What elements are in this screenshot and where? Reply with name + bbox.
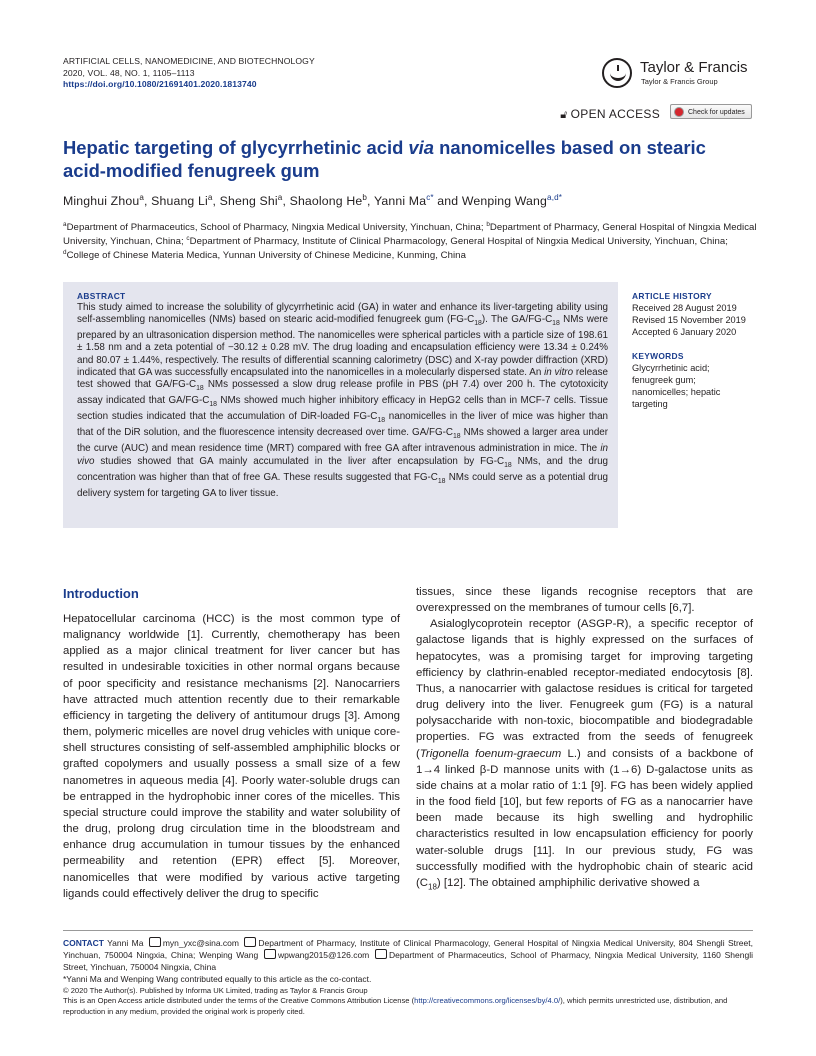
- address-icon: [244, 937, 256, 947]
- crossmark-icon: [674, 107, 684, 117]
- author: Yanni Ma: [373, 194, 427, 208]
- email-link[interactable]: myn_yxc@sina.com: [162, 938, 239, 948]
- open-lock-icon: 🔓︎: [560, 109, 568, 121]
- email-link[interactable]: wpwang2015@126.com: [277, 950, 370, 960]
- co-contact-note: *Yanni Ma and Wenping Wang contributed equally to this article as the co-contact.: [63, 974, 372, 984]
- author-list: Minghui Zhou$^a$, Shuang Li$^a$, Sheng Shi$^a$, Shaolong He$^b$, Yanni $Ma^{c*}$ and Wenping Wang$^{a,d*}$: [63, 192, 563, 208]
- license-link[interactable]: http://creativecommons.org/licenses/by/4.0/: [414, 996, 561, 1006]
- intro-column-1: Hepatocellular carcinoma (HCC) is the most common type of malignancy worldwide [1]. Currently, chemotherapy has been applied as a major clinical treatment for liver cancer but has resulted in undesirable toxicities in other normal organs because of poor specificity and resistance mechanisms [2]. Nanocarriers have attracted much attention recently due to their remarkable efficiency in targeting the delivery of antitumour drugs [3]. Among them, polymeric micelles are novel drug vehicles with unique core-shell structures consisting of self-assembled amphiphilic blocks or grafted copolymers and usually possess a small size of a few nanometres in aqueous media [4]. Poorly water-soluble drugs can be entrapped in the hydrophobic inner cores of the micelles. This special structure could improve the stability and water solubility of the drug, prolong drug circulation time in the bloodstream and enhance drug accumulation in tumour tissues by the enhanced permeability and retention (EPR) effect [5]. Moreover, nanomicelles that were modified by various active targeting ligands could effectively deliver the drug to specific: [63, 613, 400, 900]
- footer-divider: [63, 930, 753, 931]
- email-icon: [149, 937, 161, 947]
- abstract-heading: ABSTRACT: [77, 291, 126, 301]
- author: Minghui Zhou: [63, 194, 140, 208]
- journal-volume: 2020, VOL. 48, NO. 1, 1105–1113: [63, 67, 195, 78]
- check-updates-button[interactable]: [670, 104, 752, 119]
- author: Sheng Shi: [219, 194, 278, 208]
- accepted-date: Accepted 6 January 2020: [632, 327, 737, 337]
- address-icon: [375, 949, 387, 959]
- keywords-list: Glycyrrhetinic acid; fenugreek gum; nanomicelles; hepatic targeting: [632, 363, 721, 409]
- open-access-label: 🔓︎ OPEN ACCESS: [560, 107, 660, 121]
- author: Wenping Wang: [461, 194, 548, 208]
- contact-label: CONTACT: [63, 938, 104, 948]
- publisher-name: Taylor & Francis: [640, 59, 748, 76]
- keywords: [632, 351, 732, 410]
- contact-info: CONTACT Yanni Ma myn_yxc@sina.com Department of Pharmacy, Institute of Clinical Pharmacology, General Hospital of Ningxia Medical University, 804 Shengli Street, Yinchuan, 750004 Ningxia, China; Wenping Wang wpwang2015@126.com Department of Pharmaceutics, School of Pharmacy, Ningxia Medical University, 1160 Shengli Street, Yinchuan, 750004 Ningxia, China *Yanni Ma and Wenping Wang contributed equally to this article as the co-contact.: [63, 938, 753, 984]
- email-icon: [264, 949, 276, 959]
- journal-name: ARTIFICIAL CELLS, NANOMEDICINE, AND BIOTECHNOLOGY: [63, 56, 315, 66]
- publisher-group: Taylor & Francis Group: [641, 77, 718, 86]
- article-history-heading: ARTICLE HISTORY: [632, 291, 712, 301]
- affiliations: $^a$Department of Pharmaceutics, School of Pharmacy, Ningxia Medical University, Yinchuan, China; $^b$Department of Pharmacy, General Hospital of Ningxia Medical University, Yinchuan, China; $^c$Department of Pharmacy, Institute of Clinical Pharmacology, General Hospital of Ningxia Medical University, Yinchuan, China; $^d$College of Chinese Materia Medica, Yunnan University of Chinese Medicine, Kunming, China: [63, 220, 757, 261]
- section-heading-introduction: Introduction: [63, 586, 139, 601]
- lamp-icon: [602, 58, 632, 88]
- author: Shuang Li: [151, 194, 208, 208]
- revised-date: Revised 15 November 2019: [632, 315, 746, 325]
- license-text: This is an Open Access article distributed under the terms of the Creative Commons Attribution License (http://creativecommons.org/licenses/by/4.0/), which permits unrestricted use, distribution, and reproduction in any medium, provided the original work is properly cited.: [63, 996, 728, 1016]
- copyright-line: © 2020 The Author(s). Published by Informa UK Limited, trading as Taylor & Francis Group: [63, 986, 368, 995]
- author: Shaolong He: [289, 194, 363, 208]
- check-updates-label: Check for updates: [688, 109, 745, 116]
- abstract-text: This study aimed to increase the solubility of glycyrrhetinic acid (GA) in water and enhance its liver-targeting ability using self-assembling nanomicelles (NMs) based on stearic acid-modified fenugreek gum $(FG-C_{18})$. The $GA/FG-C_{18}$ NMs were prepared by an ultrasonication dispersion method. The nanomicelles were spherical particles with a particle size of 198.61 ± 1.58 nm and a zeta potential of −30.12 ± 0.28 mV. The drug loading and encapsulation efficiency were 13.34 ± 0.24% and 80.07 ± 1.44%, respectively. The results of differential scanning calorimetry (DSC) and X-ray powder diffraction (XRD) indicated that GA was successfully encapsulated into the nanomicelles in a molecularly dispersed state. An in vitro release test showed that $GA/FG-C_{18}$ NMs possessed a slow drug release profile in PBS (pH 7.4) over 200 h. The cytotoxicity assay indicated that $GA/FG-C_{18}$ NMs showed much higher inhibitory efficacy in HepG2 cells than in MCF-7 cells. Tissue section studies indicated that the accumulation of DiR-loaded $FG-C_{18}$ nanomicelles in the liver of mice was higher than that of the DiR solution, and the fluorescence intensity decreased over time. $GA/FG-C_{18}$ NMs showed a larger area under the curve (AUC) and mean residence time (MRT) compared with free GA after intravenous administration in mice. The in vivo studies showed that GA mainly accumulated in the liver after encapsulation by $FG-C_{18}$ NMs, and the drug concentration was higher than that of free GA. These results suggested that $FG-C_{18}$ NMs could serve as a potential drug delivery system for targeting GA to liver tissue.: [77, 302, 608, 499]
- copyright: [63, 986, 753, 1017]
- doi-link[interactable]: https://doi.org/10.1080/21691401.2020.1813740: [63, 79, 257, 89]
- keywords-heading: KEYWORDS: [632, 351, 684, 361]
- intro-paragraph: Asialoglycoprotein receptor (ASGP-R), a specific receptor of galactose ligands that is highly expressed on the surfaces of hepatocytes, was a promising target for improving targeting efficiency by clathrin-enabled receptor-mediated endocytosis [8]. Thus, a nanocarrier with galactose residues is critical for targeted drug delivery into the liver. Fenugreek gum (FG) is a natural polysaccharide with non-toxic, biocompatible and biodegradable properties. FG was extracted from the seeds of fenugreek (Trigonella foenum-graecum L.) and consists of a backbone of 1→4 linked β-D mannose units with (1→6) D-galactose units as side chains at a molar ratio of 1:1 [9]. FG has been widely applied in the food field [10], but few reports of FG as a nanocarrier have been made because its high swelling and hydrophilic characteristics resulted in low encapsulation efficiency for poorly water-soluble drugs [11]. In our previous study, FG was successfully modified with the hydrophobic chain of stearic acid $(C_{18})$ [12]. The obtained amphiphilic derivative showed a: [416, 618, 753, 892]
- publisher-logo: [602, 58, 752, 90]
- intro-paragraph: tissues, since these ligands recognise receptors that are overexpressed on the membranes of tumour cells [6,7].: [416, 586, 753, 615]
- received-date: Received 28 August 2019: [632, 303, 737, 313]
- article-title: Hepatic targeting of glycyrrhetinic acid via nanomicelles based on stearic acid-modified fenugreek gum: [63, 137, 706, 181]
- article-history: [632, 291, 757, 338]
- journal-info: [63, 56, 315, 91]
- intro-column-2: [416, 584, 753, 895]
